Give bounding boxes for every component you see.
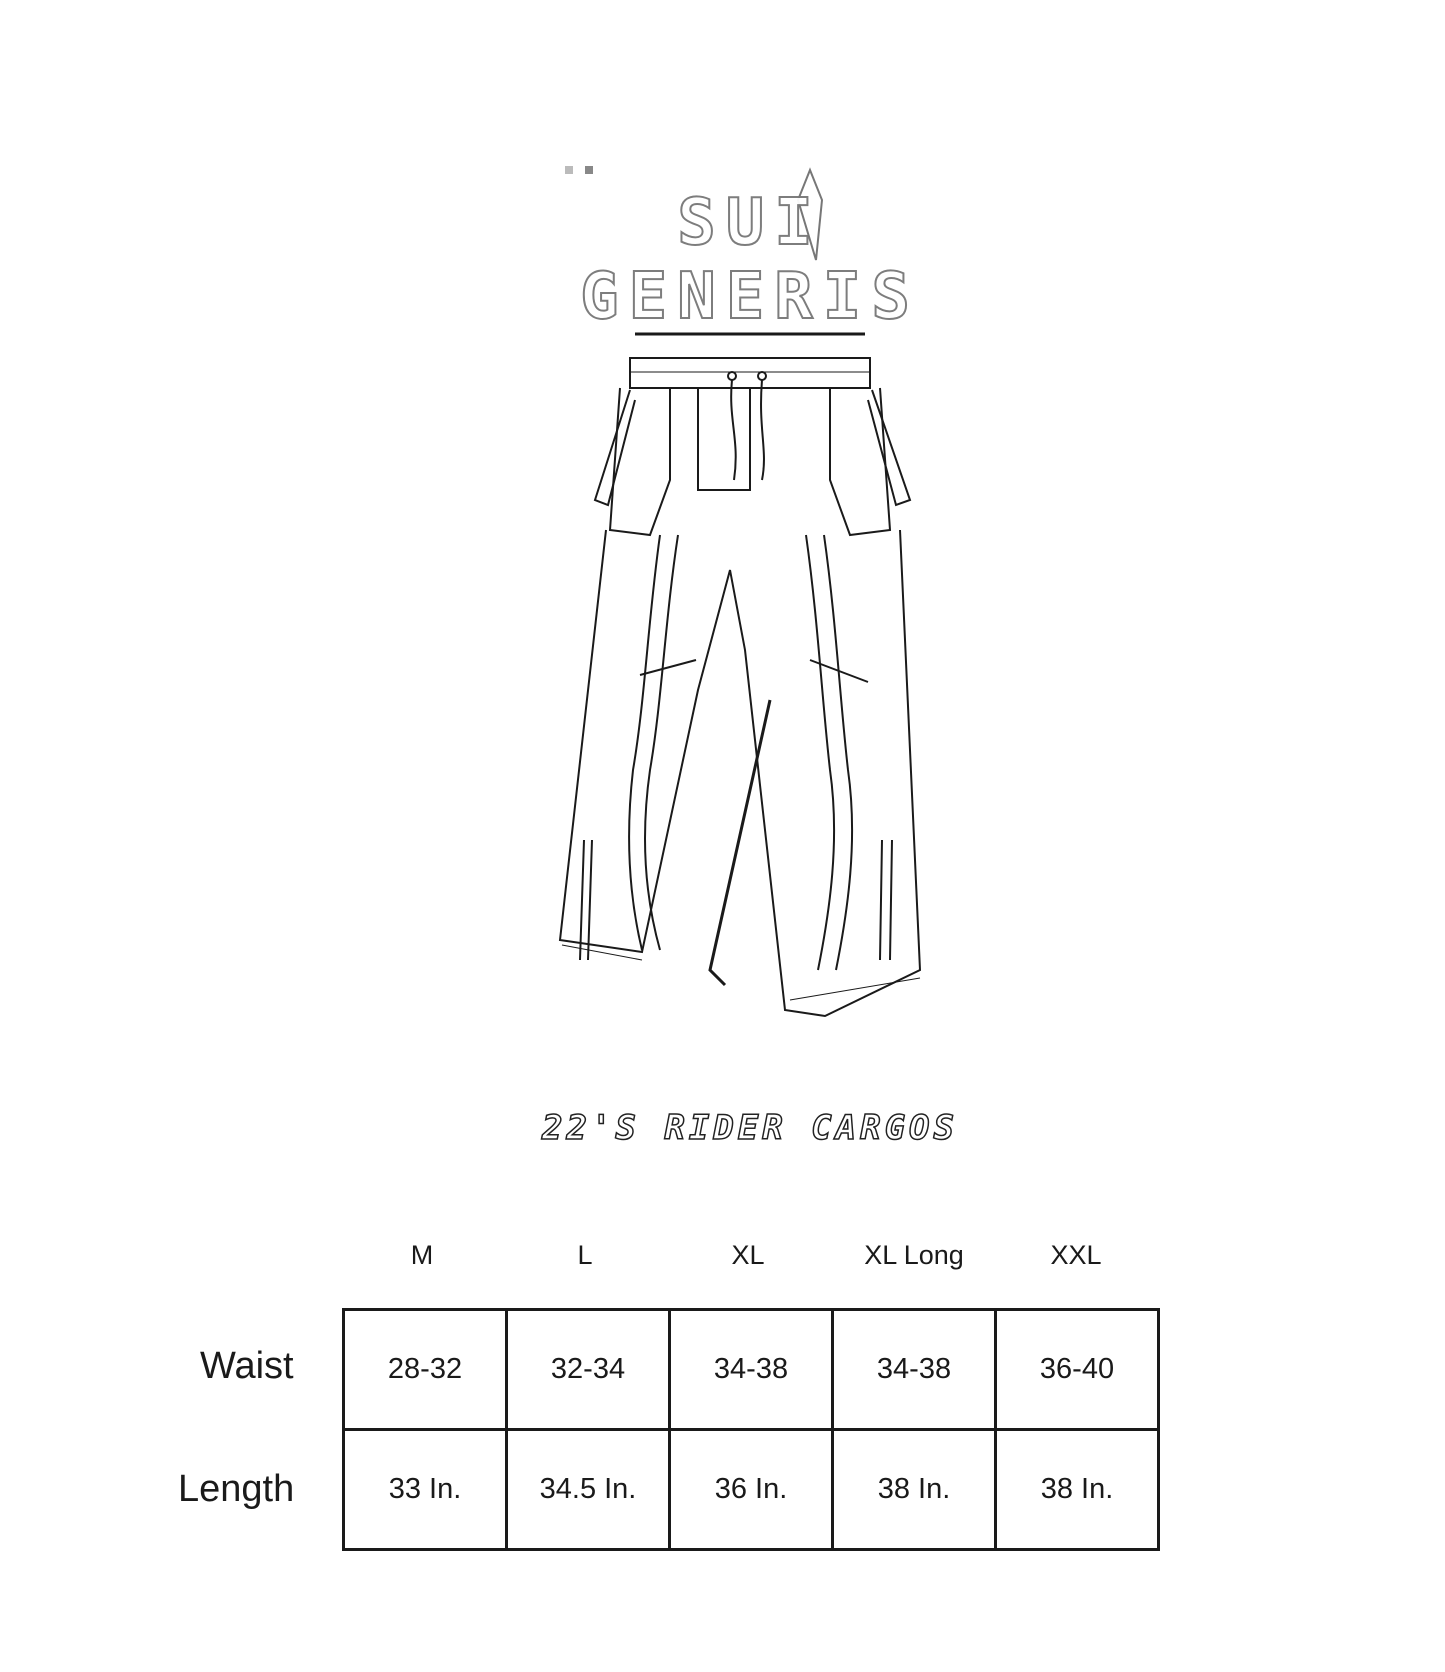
size-header-xl-long: XL Long xyxy=(864,1240,964,1270)
table-cell: 33 In. xyxy=(344,1430,507,1550)
pants-illustration xyxy=(500,320,1020,1090)
product-name: 22'S RIDER CARGOS xyxy=(542,1108,958,1148)
table-cell: 34.5 In. xyxy=(507,1430,670,1550)
logo-wordmark: SUI GENERIS xyxy=(580,186,920,334)
table-row-length xyxy=(344,1430,1159,1550)
table-cell: 32-34 xyxy=(507,1310,670,1430)
table-cell: 28-32 xyxy=(344,1310,507,1430)
row-label-waist: Waist xyxy=(200,1345,294,1387)
table-cell: 34-38 xyxy=(833,1310,996,1430)
row-label-length: Length xyxy=(178,1468,295,1510)
table-cell: 36 In. xyxy=(670,1430,833,1550)
table-cell: 38 In. xyxy=(833,1430,996,1550)
size-chart-table xyxy=(342,1308,1160,1551)
size-header-m: M xyxy=(410,1240,434,1270)
size-header-l: L xyxy=(577,1240,593,1270)
size-header-xl: XL xyxy=(731,1240,765,1270)
table-cell: 36-40 xyxy=(996,1310,1159,1430)
size-header-xxl: XXL xyxy=(1050,1240,1102,1270)
table-cell: 38 In. xyxy=(996,1430,1159,1550)
table-row-waist xyxy=(344,1310,1159,1430)
pants-flat-sketch-icon xyxy=(500,320,1020,1090)
table-cell: 34-38 xyxy=(670,1310,833,1430)
brand-logo xyxy=(490,160,1010,334)
